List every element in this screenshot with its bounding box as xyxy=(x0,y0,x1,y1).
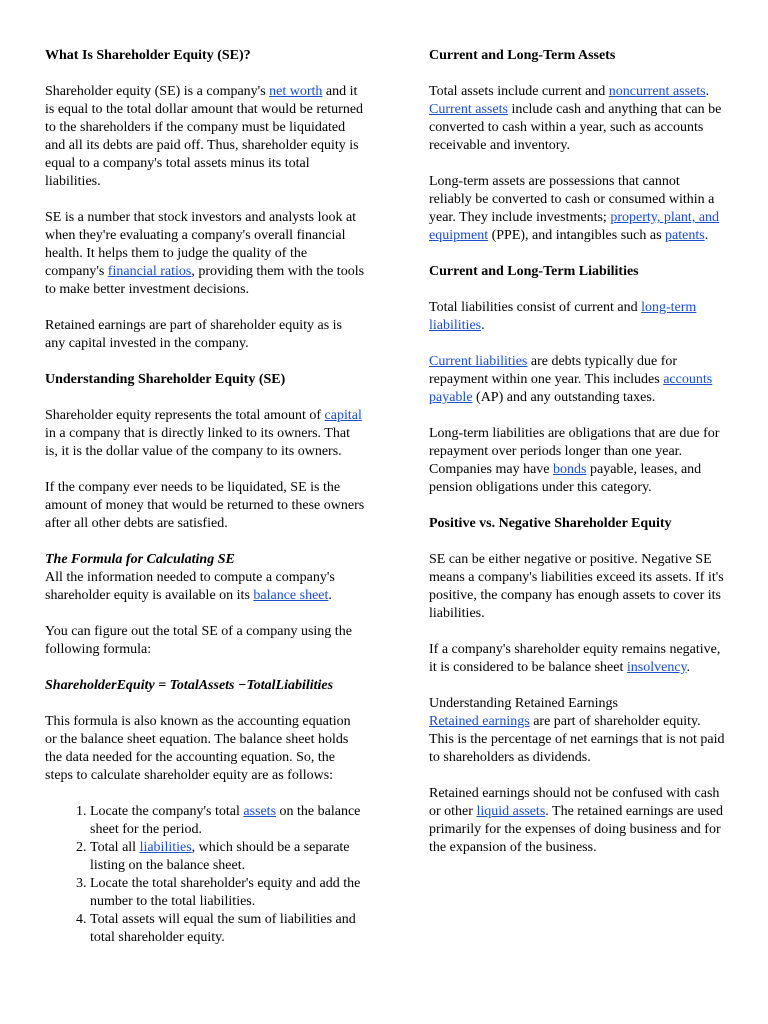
link-noncurrent-assets[interactable]: noncurrent assets xyxy=(608,84,706,99)
paragraph-figure-out: You can figure out the total SE of a company using the following formula: xyxy=(45,624,352,657)
link-capital[interactable]: capital xyxy=(324,408,362,423)
heading-understanding-se: Understanding Shareholder Equity (SE) xyxy=(45,372,286,387)
paragraph-retained-earnings-part: Retained earnings are part of shareholder equity as is any capital invested in the company. xyxy=(45,318,343,351)
link-current-liabilities[interactable]: Current liabilities xyxy=(429,354,528,369)
paragraph-accounting-equation: This formula is also known as the accounting equation or the balance sheet equation. The balance sheet holds the data needed for the accounting equation. So, the steps to calculate shareholder equity are as follows: xyxy=(45,714,351,783)
list-item: 2. Total all liabilities, which should be a separate listing on the balance sheet. xyxy=(90,839,365,875)
paragraph-retained-earnings: Retained earnings are part of shareholder equity. This is the percentage of net earnings that is not paid to shareholders as dividends. xyxy=(429,714,725,765)
link-financial-ratios[interactable]: financial ratios xyxy=(107,264,192,279)
link-liquid-assets[interactable]: liquid assets xyxy=(476,804,546,819)
paragraph-insolvency: If a company's shareholder equity remains negative, it is considered to be balance sheet insolvency. xyxy=(429,642,721,675)
link-balance-sheet[interactable]: balance sheet xyxy=(253,588,329,603)
heading-formula: The Formula for Calculating SE xyxy=(45,552,235,567)
steps-list xyxy=(45,803,365,947)
link-net-worth[interactable]: net worth xyxy=(269,84,323,99)
paragraph-se-represents: Shareholder equity represents the total amount of capital in a company that is directly linked to its owners. That is, it is the dollar value of the company to its owners. xyxy=(45,408,362,459)
link-current-assets[interactable]: Current assets xyxy=(429,102,508,117)
heading-positive-negative-se: Positive vs. Negative Shareholder Equity xyxy=(429,516,672,531)
list-item: 4. Total assets will equal the sum of liabilities and total shareholder equity. xyxy=(90,911,365,947)
paragraph-long-term-assets: Long-term assets are possessions that cannot reliably be converted to cash or consumed within a year. They include investments; property, plant, and equipment (PPE), and intangibles such as patents. xyxy=(429,174,720,243)
link-patents[interactable]: patents xyxy=(665,228,705,243)
paragraph-se-negative-positive: SE can be either negative or positive. Negative SE means a company's liabilities exceed its assets. If it's positive, the company has enough assets to cover its liabilities. xyxy=(429,552,724,621)
list-item: 3. Locate the total shareholder's equity and add the number to the total liabilities. xyxy=(90,875,365,911)
paragraph-formula-info: All the information needed to compute a company's shareholder equity is available on its balance sheet. xyxy=(45,570,335,603)
link-retained-earnings[interactable]: Retained earnings xyxy=(429,714,530,729)
link-long-term-liabilities[interactable]: long-term liabilities xyxy=(429,300,697,333)
list-item: 1. Locate the company's total assets on the balance sheet for the period. xyxy=(90,803,365,839)
formula-equation: ShareholderEquity = TotalAssets −TotalLiabilities xyxy=(45,678,334,693)
paragraph-liquidated: If the company ever needs to be liquidated, SE is the amount of money that would be returned to these owners after all other debts are satisfied. xyxy=(45,480,365,531)
link-bonds[interactable]: bonds xyxy=(553,462,587,477)
paragraph-se-investors: SE is a number that stock investors and analysts look at when they're evaluating a company's overall financial health. It helps them to judge the quality of the company's financial ratios, providing them with the tools to make better investment decisions. xyxy=(45,210,365,297)
link-insolvency[interactable]: insolvency xyxy=(626,660,687,675)
paragraph-retained-vs-cash: Retained earnings should not be confused with cash or other liquid assets. The retained earnings are used primarily for the expenses of doing business and for the expansion of the business. xyxy=(429,786,724,855)
subheading-understanding-retained-earnings: Understanding Retained Earnings xyxy=(429,696,618,711)
link-ppe[interactable]: property, plant, and equipment xyxy=(429,210,720,243)
left-column xyxy=(45,47,365,947)
heading-what-is-se: What Is Shareholder Equity (SE)? xyxy=(45,48,251,63)
paragraph-se-definition: Shareholder equity (SE) is a company's net worth and it is equal to the total dollar amount that would be returned to the shareholders if the company must be liquidated and all its debts are paid off. Thus, shareholder equity is equal to a company's total assets minus its total liabilities. xyxy=(45,84,364,189)
paragraph-current-liabilities: Current liabilities are debts typically due for repayment within one year. This includes accounts payable (AP) and any outstanding taxes. xyxy=(429,354,713,405)
right-column xyxy=(429,47,725,875)
link-liabilities[interactable]: liabilities xyxy=(139,840,192,855)
paragraph-long-term-liabilities: Long-term liabilities are obligations that are due for repayment over periods longer than one year. Companies may have bonds payable, leases, and pension obligations under this category. xyxy=(429,426,720,495)
link-assets[interactable]: assets xyxy=(243,804,277,819)
link-accounts-payable[interactable]: accounts payable xyxy=(429,372,713,405)
heading-current-long-term-liabilities: Current and Long-Term Liabilities xyxy=(429,264,639,279)
paragraph-total-liabilities: Total liabilities consist of current and long-term liabilities. xyxy=(429,300,697,333)
heading-current-long-term-assets: Current and Long-Term Assets xyxy=(429,48,616,63)
paragraph-total-assets: Total assets include current and noncurrent assets. Current assets include cash and anything that can be converted to cash within a year, such as accounts receivable and inventory. xyxy=(429,84,722,153)
